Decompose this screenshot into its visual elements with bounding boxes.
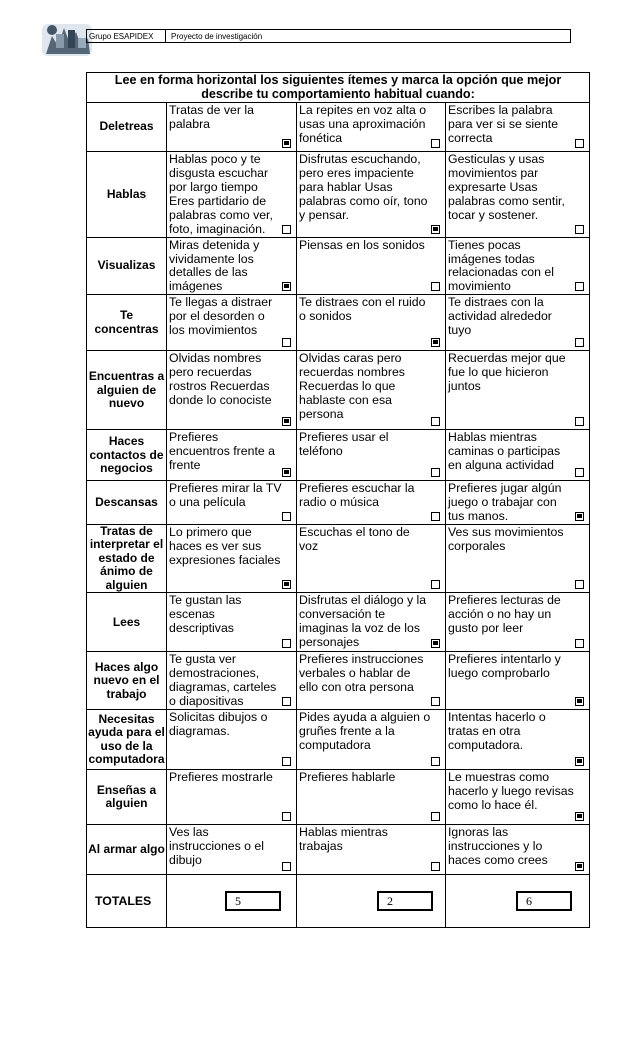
checkbox-checked[interactable] <box>431 225 440 234</box>
option-cell <box>297 351 446 430</box>
option-cell <box>167 237 297 295</box>
checkbox[interactable] <box>431 417 440 426</box>
question-row <box>87 295 590 351</box>
option-cell <box>446 103 590 152</box>
question-row <box>87 103 590 152</box>
checkbox[interactable] <box>282 697 291 706</box>
option-text: Le muestras como hacerlo y luego revisas como lo hace él. <box>448 770 574 812</box>
question-row <box>87 770 590 825</box>
total-box-3[interactable]: 6 <box>516 891 572 911</box>
checkbox[interactable] <box>282 757 291 766</box>
checkbox-checked[interactable] <box>431 639 440 648</box>
option-cell <box>167 295 297 351</box>
option-text: Te gusta ver demostraciones, diagramas, carteles o diapositivas <box>169 652 277 709</box>
row-label: Al armar algo <box>87 825 167 875</box>
question-rows <box>87 103 590 875</box>
row-label: Hablas <box>87 152 167 237</box>
checkbox-checked[interactable] <box>431 338 440 347</box>
checkbox[interactable] <box>282 639 291 648</box>
checkbox-checked[interactable] <box>282 282 291 291</box>
checkbox[interactable] <box>575 282 584 291</box>
option-cell <box>167 351 297 430</box>
option-cell <box>297 481 446 525</box>
totals-cell-3 <box>446 875 590 928</box>
option-text: Tratas de ver la palabra <box>169 103 254 132</box>
question-row <box>87 430 590 481</box>
option-cell <box>446 652 590 710</box>
checkbox-checked[interactable] <box>282 417 291 426</box>
option-text: Prefieres usar el teléfono <box>299 430 389 459</box>
option-cell <box>297 825 446 875</box>
checkbox-checked[interactable] <box>282 468 291 477</box>
checkbox[interactable] <box>282 512 291 521</box>
totals-row <box>87 875 590 928</box>
option-cell <box>167 103 297 152</box>
option-text: Te distraes con la actividad alrededor tuyo <box>448 295 552 338</box>
option-cell <box>446 524 590 593</box>
question-row <box>87 351 590 430</box>
esapidex-logo <box>42 14 92 56</box>
question-row <box>87 652 590 710</box>
total-box-1[interactable]: 5 <box>225 891 281 911</box>
option-cell <box>297 652 446 710</box>
option-text: Ves sus movimientos corporales <box>448 524 564 553</box>
option-cell <box>297 295 446 351</box>
row-label: Haces algo nuevo en el trabajo <box>87 652 167 710</box>
checkbox-checked[interactable] <box>575 862 584 871</box>
option-text: Escuchas el tono de voz <box>299 524 410 553</box>
total-box-2[interactable]: 2 <box>377 891 433 911</box>
option-cell <box>167 770 297 825</box>
option-cell <box>446 430 590 481</box>
question-row <box>87 710 590 770</box>
question-row <box>87 524 590 593</box>
checkbox[interactable] <box>431 139 440 148</box>
checkbox[interactable] <box>431 468 440 477</box>
checkbox[interactable] <box>575 580 584 589</box>
checkbox[interactable] <box>282 338 291 347</box>
totals-cell-2 <box>297 875 446 928</box>
option-cell <box>446 710 590 770</box>
option-cell <box>297 710 446 770</box>
checkbox[interactable] <box>575 639 584 648</box>
questionnaire-table <box>86 72 590 928</box>
option-text: Olvidas nombres pero recuerdas rostros Recuerdas donde lo conociste <box>169 351 272 407</box>
row-label: Haces contactos de negocios <box>87 430 167 481</box>
checkbox[interactable] <box>431 757 440 766</box>
option-text: Prefieres escuchar la radio o música <box>299 481 415 510</box>
option-cell <box>167 430 297 481</box>
option-text: Recuerdas mejor que fue lo que hicieron juntos <box>448 351 566 394</box>
option-cell <box>297 237 446 295</box>
option-text: Lo primero que haces es ver sus expresiones faciales <box>169 524 281 567</box>
row-label: Visualizas <box>87 237 167 295</box>
option-text: Disfrutas escuchando, pero eres impaciente para hablar Usas palabras como oír, tono y pensar. <box>299 152 428 222</box>
option-text: Disfrutas el diálogo y la conversación te imaginas la voz de los personajes <box>299 593 427 650</box>
option-cell <box>297 770 446 825</box>
option-text: Prefieres lecturas de acción o no hay un gusto por leer <box>448 593 561 636</box>
checkbox[interactable] <box>575 468 584 477</box>
option-cell <box>446 237 590 295</box>
option-text: Pides ayuda a alguien o gruñes frente a la computadora <box>299 710 431 752</box>
row-label: Te concentras <box>87 295 167 351</box>
checkbox[interactable] <box>431 512 440 521</box>
option-cell <box>446 152 590 237</box>
checkbox[interactable] <box>575 139 584 148</box>
checkbox-checked[interactable] <box>575 512 584 521</box>
option-text: Olvidas caras pero recuerdas nombres Recuerdas lo que hablaste con esa persona <box>299 351 405 421</box>
option-text: Prefieres jugar algún juego o trabajar con tus manos. <box>448 481 562 524</box>
checkbox[interactable] <box>431 812 440 821</box>
option-text: Prefieres encuentros frente a frente <box>169 430 275 473</box>
option-text: Prefieres instrucciones verbales o hablar de ello con otra persona <box>299 652 424 695</box>
group-name: Grupo ESAPIDEX <box>89 32 154 41</box>
checkbox[interactable] <box>575 338 584 347</box>
checkbox-checked[interactable] <box>282 139 291 148</box>
row-label: Encuentras a alguien de nuevo <box>87 351 167 430</box>
option-cell <box>446 295 590 351</box>
checkbox-checked[interactable] <box>282 580 291 589</box>
header-divider <box>165 30 166 42</box>
option-text: Prefieres mostrarle <box>169 770 273 785</box>
option-text: Hablas mientras trabajas <box>299 825 388 853</box>
option-text: Ignoras las instrucciones y lo haces como crees <box>448 825 548 867</box>
instruction-row <box>87 73 590 103</box>
checkbox[interactable] <box>431 580 440 589</box>
option-cell <box>167 825 297 875</box>
option-cell <box>167 481 297 525</box>
checkbox[interactable] <box>431 697 440 706</box>
checkbox[interactable] <box>282 862 291 871</box>
option-text: Gesticulas y usas movimientos par expresarte Usas palabras como sentir, tocar y sostener. <box>448 152 565 222</box>
option-text: Miras detenida y vividamente los detalles de las imágenes <box>169 237 260 294</box>
option-text: Hablas mientras caminas o participas en alguna actividad <box>448 430 561 473</box>
option-cell <box>297 103 446 152</box>
checkbox-checked[interactable] <box>575 697 584 706</box>
checkbox[interactable] <box>575 417 584 426</box>
row-label: Descansas <box>87 481 167 525</box>
option-text: Hablas poco y te disgusta escuchar por largo tiempo Eres partidario de palabras como ver, foto, imaginación. <box>169 152 273 236</box>
option-text: Te distraes con el ruido o sonidos <box>299 295 426 324</box>
option-text: Intentas hacerlo o tratas en otra computadora. <box>448 710 546 752</box>
checkbox[interactable] <box>282 225 291 234</box>
option-text: Escribes la palabra para ver si se siente correcta <box>448 103 559 145</box>
project-name: Proyecto de investigación <box>171 32 263 41</box>
option-text: Prefieres hablarle <box>299 770 396 785</box>
row-label: Necesitas ayuda para el uso de la computadora <box>87 710 167 770</box>
option-cell <box>167 710 297 770</box>
row-label: Lees <box>87 593 167 652</box>
option-text: Solicitas dibujos o diagramas. <box>169 710 268 738</box>
checkbox[interactable] <box>282 812 291 821</box>
option-text: Te llegas a distraer por el desorden o los movimientos <box>169 295 273 338</box>
question-row <box>87 237 590 295</box>
question-row <box>87 593 590 652</box>
option-text: Tienes pocas imágenes todas relacionadas con el movimiento <box>448 237 554 294</box>
checkbox[interactable] <box>575 225 584 234</box>
instruction-text: Lee en forma horizontal los siguientes ítemes y marca la opción que mejor describe tu comportamiento habitual cuando: <box>87 73 590 103</box>
option-cell <box>446 593 590 652</box>
page-header <box>86 29 571 43</box>
option-cell <box>446 770 590 825</box>
option-cell <box>167 524 297 593</box>
option-cell <box>167 152 297 237</box>
option-cell <box>446 351 590 430</box>
question-row <box>87 825 590 875</box>
option-text: Ves las instrucciones o el dibujo <box>169 825 265 867</box>
option-text: Te gustan las escenas descriptivas <box>169 593 242 636</box>
checkbox[interactable] <box>431 282 440 291</box>
row-label: Deletreas <box>87 103 167 152</box>
totals-label: TOTALES <box>87 875 167 928</box>
option-cell <box>297 593 446 652</box>
option-cell <box>167 652 297 710</box>
option-cell <box>167 593 297 652</box>
totals-cell-1 <box>167 875 297 928</box>
option-cell <box>446 481 590 525</box>
option-text: Prefieres mirar la TV o una película <box>169 481 282 510</box>
checkbox[interactable] <box>431 862 440 871</box>
checkbox-checked[interactable] <box>575 812 584 821</box>
option-cell <box>297 524 446 593</box>
checkbox-checked[interactable] <box>575 757 584 766</box>
option-cell <box>297 430 446 481</box>
question-row <box>87 481 590 525</box>
option-cell <box>297 152 446 237</box>
option-cell <box>446 825 590 875</box>
option-text: Prefieres intentarlo y luego comprobarlo <box>448 652 561 681</box>
row-label: Enseñas a alguien <box>87 770 167 825</box>
question-row <box>87 152 590 237</box>
row-label: Tratas de interpretar el estado de ánimo de alguien <box>87 524 167 593</box>
option-text: La repites en voz alta o usas una aproximación fonética <box>299 103 427 145</box>
option-text: Piensas en los sonidos <box>299 237 425 252</box>
